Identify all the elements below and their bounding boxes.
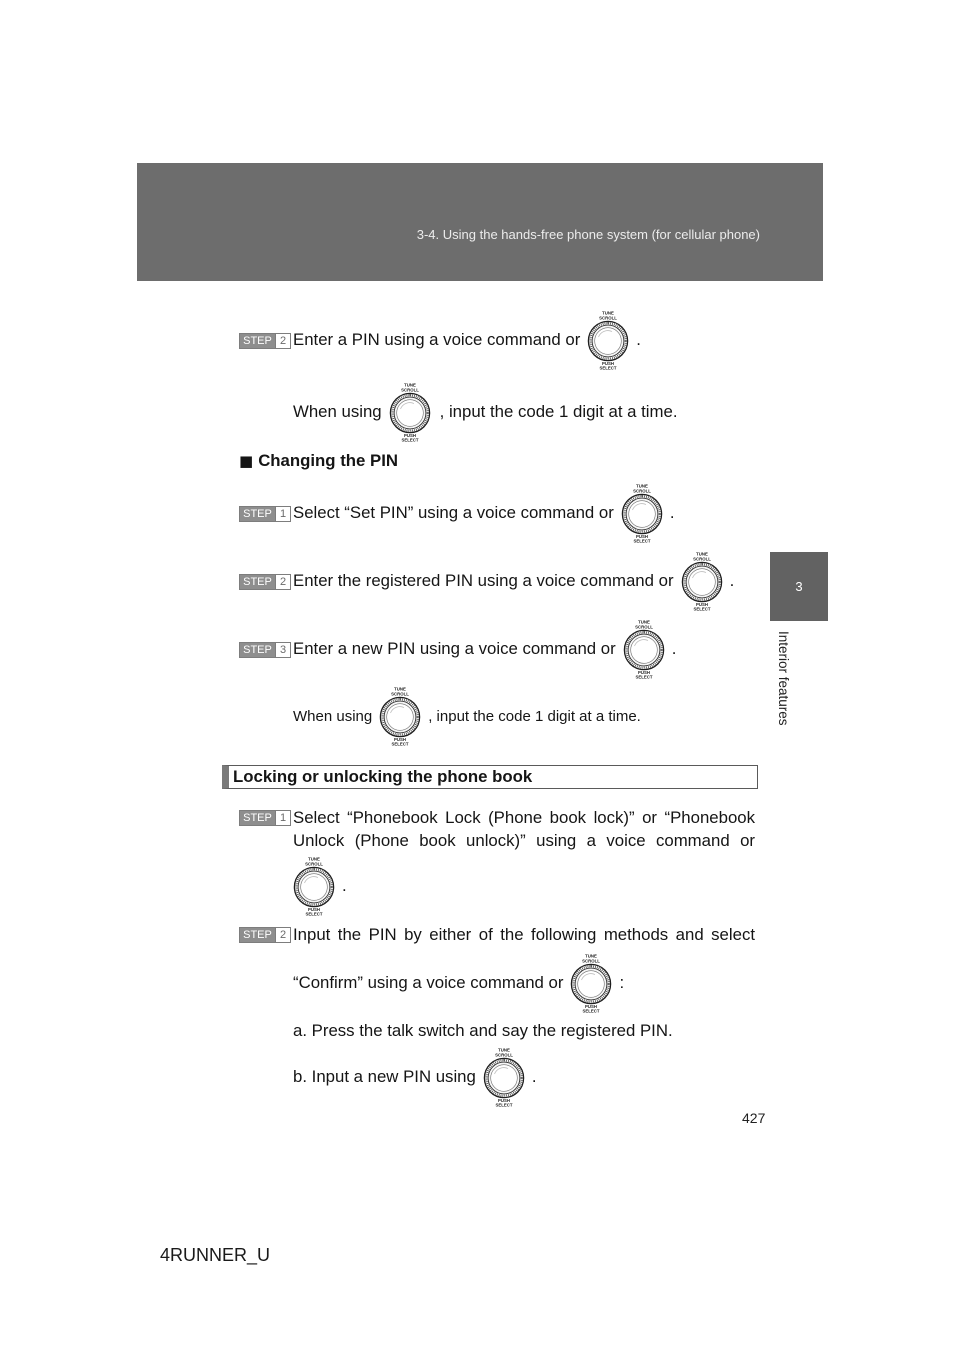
knob-label-top-2: SCROLL [400,387,419,393]
step-label: STEP [240,507,275,521]
step-number: 2 [275,334,290,348]
note-text: When using [293,707,373,725]
step-text-line: Unlock (Phone book unlock)” using a voice command or [293,831,755,850]
knob-label-top-2: SCROLL [305,861,323,867]
knob-label-top-1: TUNE [403,382,416,388]
knob-face [491,1065,518,1092]
tune-select-knob-icon [621,619,667,679]
step-number: 2 [275,575,290,589]
knob-label-bottom-1: PUSH [308,907,320,913]
tune-select-knob-icon [679,551,725,611]
method-a: a. Press the talk switch and say the registered PIN. [293,1021,673,1040]
tune-select-knob-icon [619,483,665,543]
knob-graphic [481,1047,527,1107]
knob-label-bottom-2: SELECT [633,538,651,543]
knob-label-bottom-2: SELECT [391,741,409,746]
step-number: 3 [275,643,290,657]
note-text-end: , input the code 1 digit at a time. [428,707,641,725]
knob-label-top-1: TUNE [695,551,708,557]
knob-label-top-1: TUNE [635,483,648,489]
step-label: STEP [240,575,275,589]
step-text-end: : [619,973,625,992]
step-label: STEP [240,643,275,657]
knob-label-bottom-2: SELECT [693,606,711,611]
knob-label-bottom-2: SELECT [305,911,323,916]
step-badge [239,810,291,826]
knob-label-top-1: TUNE [497,1047,510,1053]
step-text-line: Select “Phonebook Lock (Phone book lock)” or “Phonebook [293,808,755,827]
step-instruction [293,551,734,611]
step-badge [239,642,291,658]
knob-graphic [568,953,614,1013]
tune-select-knob-icon [291,856,337,916]
tune-select-knob-icon [568,953,614,1013]
knob-face [629,501,656,528]
step-text-end: . [342,876,347,895]
step-label: STEP [240,928,275,942]
section-heading-text: Locking or unlocking the phone book [233,767,533,786]
knob-label-top-1: TUNE [637,619,650,625]
knob-label-top-1: TUNE [585,953,598,959]
step-note [293,686,641,746]
step-text: “Confirm” using a voice command or [293,973,564,992]
knob-face [396,400,423,427]
step-instruction [293,483,675,543]
step-label: STEP [240,334,275,348]
knob-label-top-2: SCROLL [495,1052,513,1058]
step-instruction [286,856,347,916]
knob-label-bottom-1: PUSH [497,1098,510,1104]
knob-face [301,874,328,901]
knob-label-top-2: SCROLL [634,624,653,630]
knob-graphic [387,382,433,442]
knob-label-bottom-1: PUSH [394,737,407,743]
knob-face [387,704,414,731]
section-heading-box [222,765,758,789]
step-text: Enter the registered PIN using a voice command or [293,571,674,590]
knob-face [688,569,715,596]
method-b-text-end: . [531,1067,537,1086]
step-text-end: . [671,639,677,658]
knob-label-bottom-2: SELECT [582,1008,600,1013]
knob-graphic [291,856,337,916]
step-instruction [293,310,641,370]
knob-label-bottom-1: PUSH [403,433,416,439]
tune-select-knob-icon [585,310,631,370]
step-badge [239,506,291,522]
knob-face [578,971,605,998]
chapter-tab [770,552,828,621]
knob-graphic [679,551,725,611]
knob-graphic [585,310,631,370]
section-title: 3-4. Using the hands-free phone system (for cellular phone) [416,227,760,242]
step-note [293,382,678,442]
step-instruction [293,953,624,1013]
tune-select-knob-icon [481,1047,527,1107]
method-b [293,1047,537,1107]
step-badge [239,927,291,943]
tune-select-knob-icon [387,382,433,442]
chapter-number: 3 [795,579,803,594]
step-text: Select “Set PIN” using a voice command or [293,503,614,522]
header-bar [137,163,823,281]
knob-label-top-1: TUNE [602,310,615,316]
section-marker: ■ [239,452,254,470]
step-badge [239,574,291,590]
step-text-line: Input the PIN by either of the following methods and select [293,925,755,944]
knob-label-bottom-2: SELECT [635,674,653,679]
step-label: STEP [240,811,275,825]
knob-label-bottom-2: SELECT [495,1102,513,1107]
knob-label-top-2: SCROLL [599,315,618,321]
step-number: 1 [275,507,290,521]
knob-face [595,328,622,355]
model-code: 4RUNNER_U [160,1245,271,1265]
subsection-heading [239,451,398,471]
subsection-heading-text: Changing the PIN [258,451,399,470]
page-number: 427 [742,1110,766,1126]
knob-graphic [619,483,665,543]
knob-graphic [377,686,423,746]
knob-label-top-1: TUNE [394,686,407,692]
knob-label-top-2: SCROLL [582,958,601,964]
knob-label-bottom-1: PUSH [602,361,615,367]
knob-label-top-2: SCROLL [391,691,410,697]
step-number: 2 [275,928,290,942]
step-number: 1 [275,811,290,825]
knob-label-top-2: SCROLL [692,556,711,562]
method-b-text: b. Input a new PIN using [293,1067,476,1086]
step-text: Enter a new PIN using a voice command or [293,639,616,658]
knob-label-top-1: TUNE [308,856,320,862]
note-text: When using [293,402,382,421]
step-text-end: . [669,503,675,522]
step-instruction [293,619,676,679]
knob-label-bottom-2: SELECT [599,365,617,370]
knob-label-top-2: SCROLL [633,488,651,494]
knob-label-bottom-2: SELECT [401,437,419,442]
step-badge [239,333,291,349]
step-text: Enter a PIN using a voice command or [293,330,581,349]
knob-label-bottom-1: PUSH [585,1004,598,1010]
knob-graphic [621,619,667,679]
knob-label-bottom-1: PUSH [637,670,650,676]
knob-label-bottom-1: PUSH [635,534,648,540]
note-text-end: , input the code 1 digit at a time. [439,402,678,421]
step-text-end: . [636,330,641,349]
knob-label-bottom-1: PUSH [695,602,708,608]
step-text-end: . [729,571,735,590]
knob-face [630,637,657,664]
tune-select-knob-icon [377,686,423,746]
chapter-title: Interior features [776,631,791,726]
